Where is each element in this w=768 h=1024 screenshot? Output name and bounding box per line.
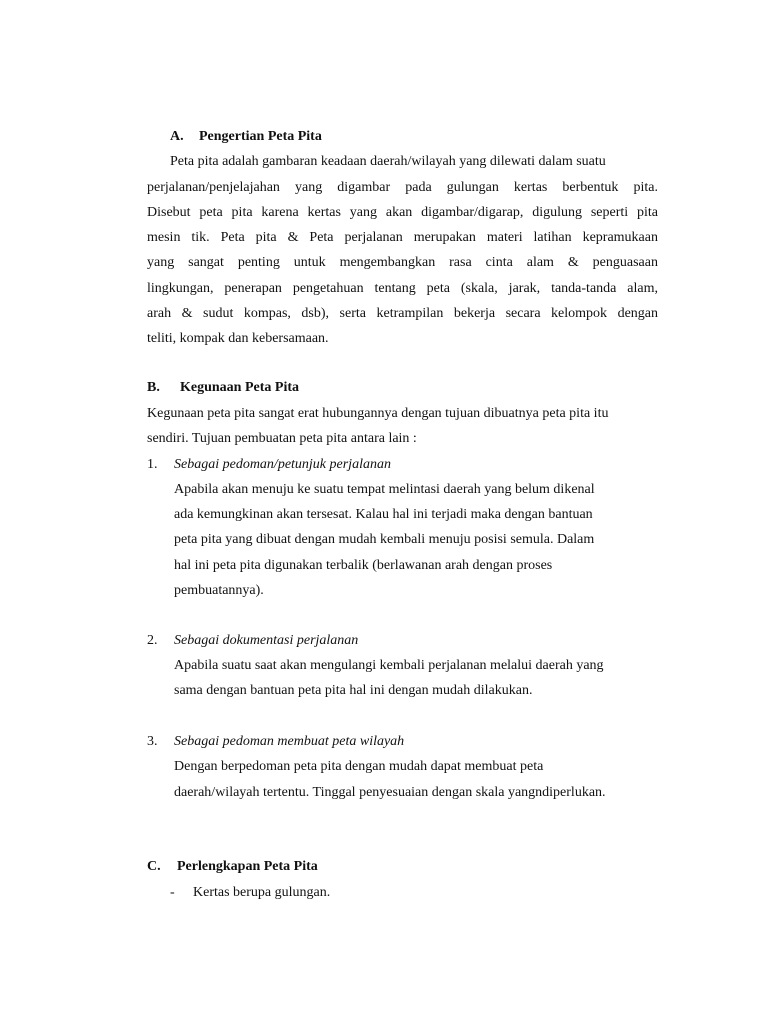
section-a-line: lingkungan, penerapan pengetahuan tentang peta (skala, jarak, tanda-tanda alam, [147,281,658,296]
section-b-title: Kegunaan Peta Pita [180,380,299,395]
list-item-title: Sebagai pedoman membuat peta wilayah [174,734,405,749]
list-item-line: ada kemungkinan akan tersesat. Kalau hal ini terjadi maka dengan bantuan [174,507,593,522]
section-a-line: Disebut peta pita karena kertas yang akan digambar/digarap, digulung seperti pita [147,205,658,220]
section-b-intro-line: sendiri. Tujuan pembuatan peta pita antara lain : [147,431,417,446]
section-a-line: teliti, kompak dan kebersamaan. [147,331,329,346]
list-item-line: pembuatannya). [174,583,264,598]
list-item-title: Sebagai pedoman/petunjuk perjalanan [174,457,391,472]
section-a-line: yang sangat penting untuk mengembangkan rasa cinta alam & penguasaan [147,255,658,270]
list-item-number: 2. [147,633,158,648]
list-item-line: hal ini peta pita digunakan terbalik (berlawanan arah dengan proses [174,558,553,573]
list-item-number: 1. [147,457,158,472]
bullet-text: Kertas berupa gulungan. [193,885,331,900]
list-item-line: peta pita yang dibuat dengan mudah kembali menuju posisi semula. Dalam [174,532,595,547]
section-b-intro-line: Kegunaan peta pita sangat erat hubungannya dengan tujuan dibuatnya peta pita itu [147,406,609,421]
section-a-line: mesin tik. Peta pita & Peta perjalanan merupakan materi latihan kepramukaan [147,230,658,245]
section-a-line: Peta pita adalah gambaran keadaan daerah/wilayah yang dilewati dalam suatu [170,154,606,169]
list-item-title: Sebagai dokumentasi perjalanan [174,633,359,648]
section-a-line: arah & sudut kompas, dsb), serta ketrampilan bekerja secara kelompok dengan [147,306,658,321]
list-item-line: Apabila akan menuju ke suatu tempat melintasi daerah yang belum dikenal [174,482,595,497]
list-item-line: Apabila suatu saat akan mengulangi kembali perjalanan melalui daerah yang [174,658,604,673]
section-b-label: B. [147,380,160,395]
list-item-line: daerah/wilayah tertentu. Tinggal penyesuaian dengan skala yangndiperlukan. [174,785,606,800]
section-c-title: Perlengkapan Peta Pita [177,859,318,874]
section-a-line: perjalanan/penjelajahan yang digambar pada gulungan kertas berbentuk pita. [147,180,658,195]
section-a-label: A. [170,129,184,144]
section-c-label: C. [147,859,161,874]
section-a-title: Pengertian Peta Pita [199,129,322,144]
list-item-line: Dengan berpedoman peta pita dengan mudah dapat membuat peta [174,759,544,774]
bullet-marker: - [170,885,175,900]
list-item-number: 3. [147,734,158,749]
list-item-line: sama dengan bantuan peta pita hal ini dengan mudah dilakukan. [174,683,533,698]
